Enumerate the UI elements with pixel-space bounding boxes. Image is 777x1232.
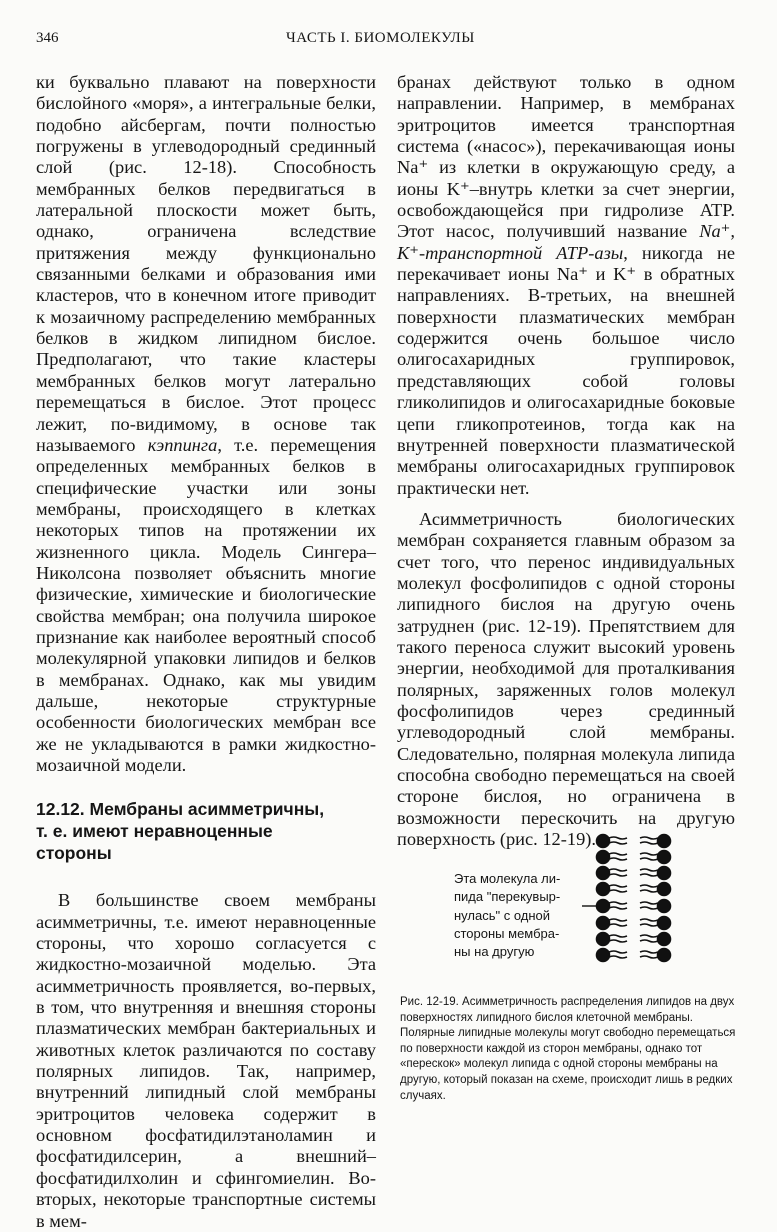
flipped-lipid-molecule <box>582 900 671 913</box>
figure-label-line: Эта молекула ли- <box>454 871 561 886</box>
figure-label-line: пида "перекувыр- <box>454 889 561 905</box>
paragraph-flip-flop: Асимметричность биологических мембран сохраняется главным образом за счет того, что перенос индивидуальных молекул фосфолипидов с одной стороны липидного бислоя на другую очень затруднен (рис. 12-19). Препятствием для такого переноса служит высокий уровень энергии, необходимой для проталкивания полярных, заряженных голов молекул фосфолипидов через срединный углеводородный слой мембраны. Следовательно, полярная молекула липида способна свободно перемещаться на своей стороне бислоя, но ограничена в возможности перескочить на другую поверхность (рис. 12-19). <box>397 508 735 850</box>
lipid-molecule-outer <box>597 933 628 946</box>
lipid-molecule-inner <box>640 917 671 930</box>
lipid-bilayer-diagram <box>400 832 740 968</box>
paragraph-text: бранах действуют только в одном направлении. Например, в мембранах эритроцитов имеется транспортная система («насос»), перекачивающая ионы Na⁺ из клетки в окружающую среду, а ионы K⁺–внутрь клетки за счет энергии, освобождающейся при гидролизе ATP. Этот насос, получивший название <box>397 72 735 242</box>
figure-label-line: нулась" с одной <box>454 907 551 923</box>
lipid-molecule-outer <box>597 917 628 930</box>
lipid-molecule-outer <box>597 949 628 962</box>
caption-text: Асимметричность распределения липидов на двух поверхностях липидного бислоя клеточной мембраны. Полярные липидные молекулы могут свободно перемещаться по поверхности каждой из сторон мембраны, однако тот «перескок» молекул липида с одной стороны мембраны на другую, который показан на схеме, происходит лишь в редких случаях. <box>400 996 736 1102</box>
figure-label-line: стороны мембра- <box>454 925 560 941</box>
right-column <box>397 72 735 850</box>
paragraph-text-end: , никогда не перекачивает ионы Na⁺ и K⁺ в обратных направлениях. В-третьих, на внешней поверхности плазматических мембран содержится очень большое число олигосахаридных группировок, представляющих собой головы гликолипидов и олигосахаридные боковые цепи гликопротеинов, тогда как на внутренней поверхности плазматической мембраны олигосахаридных группировок практически нет. <box>397 242 735 498</box>
paragraph-transport <box>397 72 735 499</box>
page-header <box>0 26 777 50</box>
left-column <box>36 72 376 1232</box>
page-number: 346 <box>36 30 59 46</box>
lipid-molecule-outer <box>597 867 628 880</box>
lipid-molecule-inner <box>640 851 671 864</box>
lipid-molecule-inner <box>640 933 671 946</box>
paragraph-fluid-mosaic <box>36 72 376 776</box>
lipid-molecule-outer <box>597 835 628 848</box>
paragraph-asymmetry: В большинстве своем мембраны асимметричны, т.е. имеют неравноценные стороны, что хорошо согласуется с жидкостно-мозаичной моделью. Эта асимметричность проявляется, во-первых, в том, что внутренняя и внешняя стороны плазматических мембран бактериальных и животных клеток различаются по составу полярных липидов. Так, например, внутренний липидный слой мембраны эритроцитов человека содержит в основном фосфатидилэтаноламин и фосфатидилсерин, а внешний–фосфатидилхолин и сфингомиелин. Во-вторых, некоторые транспортные системы в мем- <box>36 890 376 1231</box>
section-heading-line: т. е. имеют неравноценные <box>36 821 273 842</box>
caption-number: Рис. 12-19. <box>400 996 459 1008</box>
lipid-molecule-inner <box>640 949 671 962</box>
figure-lipid-bilayer <box>400 832 740 968</box>
lipid-molecule-inner <box>640 883 671 896</box>
figure-label-line: ны на другую <box>454 944 535 960</box>
figure-caption <box>400 995 740 1104</box>
term-capping: кэппинга <box>147 434 218 455</box>
section-heading <box>36 798 376 864</box>
lipid-molecule-outer <box>597 883 628 896</box>
paragraph-text: ки буквально плавают на поверхности бислойного «моря», а интегральные белки, подобно айсбергам, почти полностью погружены в углеводородный срединный слой (рис. 12-18). Способность мембранных белков передвигаться в латеральной плоскости может быть, однако, ограничена вследствие притяжения между функционально связанными белками и образования ими кластеров, что в конечном итоге приводит к мозаичному распределению мембранных белков в жидком липидном бислое. Предполагают, что такие кластеры мембранных белков могут латерально перемещаться в бислое. Этот процесс лежит, по-видимому, в основе так называемого <box>36 72 376 455</box>
term-atpase: Na⁺, K⁺-транспортной ATP-азы <box>397 221 735 263</box>
lipid-molecule-inner <box>640 835 671 848</box>
lipid-molecule-outer <box>597 851 628 864</box>
lipid-molecule-inner <box>640 867 671 880</box>
section-heading-line: стороны <box>36 843 112 864</box>
section-heading-line: 12.12. Мембраны асимметричны, <box>36 799 325 820</box>
running-title: ЧАСТЬ I. БИОМОЛЕКУЛЫ <box>286 30 475 46</box>
paragraph-text-end: , т.е. перемещения определенных мембранных белков в специфические участки или зоны мембраны, происходящего в клетках некоторых типов на протяжении их жизненного цикла. Модель Сингера–Николсона позволяет объяснить многие физические, химические и биологические свойства мембран; она получила широкое признание как наиболее вероятный способ молекулярной упаковки липидов и белков в мембранах. Однако, как мы увидим дальше, некоторые структурные особенности биологических мембран все же не укладываются в рамки жидкостно-мозаичной модели. <box>36 434 376 775</box>
